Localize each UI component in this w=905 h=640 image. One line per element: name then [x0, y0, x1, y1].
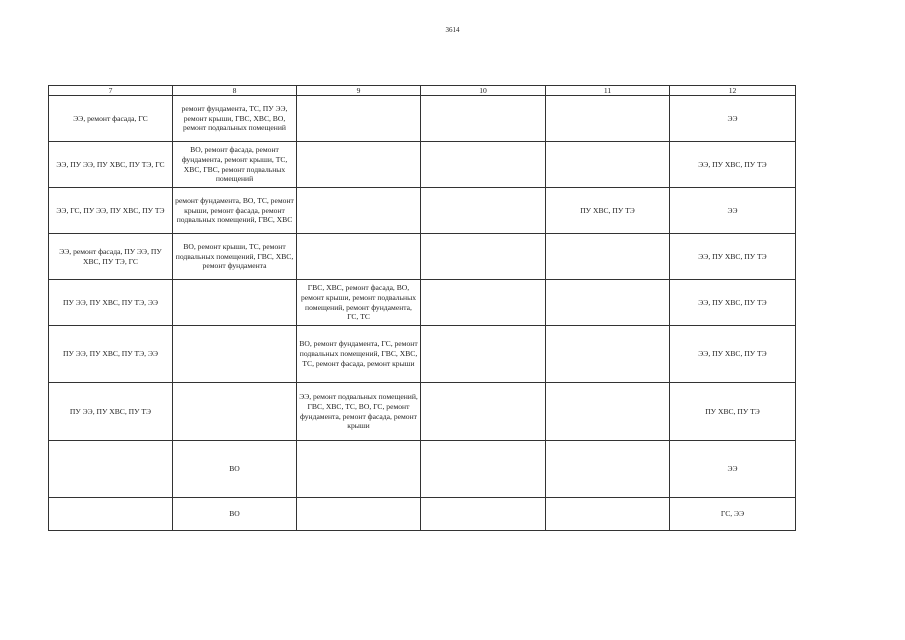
table-cell: ЭЭ, ремонт фасада, ПУ ЭЭ, ПУ ХВС, ПУ ТЭ, ГС: [49, 234, 173, 280]
column-header: 11: [546, 86, 670, 96]
table-cell: [546, 498, 670, 531]
table-cell: ВО, ремонт фундамента, ГС, ремонт подвальных помещений, ГВС, ХВС, ТС, ремонт фасада, ремонт крыши: [297, 326, 421, 383]
table-row: [49, 280, 796, 326]
table-cell: [546, 234, 670, 280]
table-cell: ГВС, ХВС, ремонт фасада, ВО, ремонт крыши, ремонт подвальных помещений, ремонт фундамента, ГС, ТС: [297, 280, 421, 326]
table-cell: [421, 188, 546, 234]
table-cell: [546, 96, 670, 142]
table-cell: ПУ ЭЭ, ПУ ХВС, ПУ ТЭ, ЭЭ: [49, 326, 173, 383]
column-header: 8: [173, 86, 297, 96]
table-cell: ЭЭ, ПУ ХВС, ПУ ТЭ: [670, 142, 796, 188]
column-header: 10: [421, 86, 546, 96]
table-cell: [421, 383, 546, 441]
table-cell: ПУ ХВС, ПУ ТЭ: [670, 383, 796, 441]
table-cell: ЭЭ: [670, 188, 796, 234]
table-cell: ГС, ЭЭ: [670, 498, 796, 531]
table-cell: [421, 142, 546, 188]
table-cell: [546, 441, 670, 498]
table-cell: [421, 234, 546, 280]
table-row: [49, 441, 796, 498]
table-cell: [421, 96, 546, 142]
table-cell: ремонт фундамента, ВО, ТС, ремонт крыши, ремонт фасада, ремонт подвальных помещений, ГВС, ХВС: [173, 188, 297, 234]
table-cell: [297, 188, 421, 234]
table-cell: [546, 326, 670, 383]
table-cell: [297, 96, 421, 142]
table-cell: ПУ ЭЭ, ПУ ХВС, ПУ ТЭ: [49, 383, 173, 441]
table-cell: ПУ ЭЭ, ПУ ХВС, ПУ ТЭ, ЭЭ: [49, 280, 173, 326]
table-header-row: [49, 86, 796, 96]
column-header: 9: [297, 86, 421, 96]
table-cell: ВО, ремонт фасада, ремонт фундамента, ремонт крыши, ТС, ХВС, ГВС, ремонт подвальных помещений: [173, 142, 297, 188]
table-cell: [546, 142, 670, 188]
table-cell: ЭЭ, ГС, ПУ ЭЭ, ПУ ХВС, ПУ ТЭ: [49, 188, 173, 234]
table-cell: ВО: [173, 441, 297, 498]
table-cell: [546, 383, 670, 441]
table-cell: ремонт фундамента, ТС, ПУ ЭЭ, ремонт крыши, ГВС, ХВС, ВО, ремонт подвальных помещений: [173, 96, 297, 142]
column-header: 7: [49, 86, 173, 96]
table-cell: ЭЭ, ПУ ХВС, ПУ ТЭ: [670, 234, 796, 280]
table-cell: ЭЭ: [670, 96, 796, 142]
table-row: [49, 234, 796, 280]
table-cell: [421, 441, 546, 498]
table-row: [49, 142, 796, 188]
table-cell: ЭЭ, ПУ ХВС, ПУ ТЭ: [670, 280, 796, 326]
table-row: [49, 188, 796, 234]
data-table: [48, 85, 796, 531]
table-cell: [421, 498, 546, 531]
table-cell: [297, 498, 421, 531]
table-cell: ЭЭ, ПУ ЭЭ, ПУ ХВС, ПУ ТЭ, ГС: [49, 142, 173, 188]
table-cell: [297, 234, 421, 280]
table-cell: ВО: [173, 498, 297, 531]
table-cell: [49, 441, 173, 498]
table-cell: [49, 498, 173, 531]
table-cell: [546, 280, 670, 326]
table-row: [49, 383, 796, 441]
table-cell: [173, 383, 297, 441]
table-cell: [173, 280, 297, 326]
table-cell: [421, 280, 546, 326]
table-cell: ЭЭ, ремонт фасада, ГС: [49, 96, 173, 142]
table-cell: ЭЭ: [670, 441, 796, 498]
table-row: [49, 498, 796, 531]
column-header: 12: [670, 86, 796, 96]
table-cell: ЭЭ, ремонт подвальных помещений, ГВС, ХВС, ТС, ВО, ГС, ремонт фундамента, ремонт фасада, ремонт крыши: [297, 383, 421, 441]
table-row: [49, 326, 796, 383]
table-cell: [173, 326, 297, 383]
page-number: 3614: [445, 26, 460, 34]
table-cell: ЭЭ, ПУ ХВС, ПУ ТЭ: [670, 326, 796, 383]
table-row: [49, 96, 796, 142]
table-cell: ВО, ремонт крыши, ТС, ремонт подвальных помещений, ГВС, ХВС, ремонт фундамента: [173, 234, 297, 280]
table-cell: [421, 326, 546, 383]
table-cell: [297, 142, 421, 188]
table-cell: ПУ ХВС, ПУ ТЭ: [546, 188, 670, 234]
table-cell: [297, 441, 421, 498]
